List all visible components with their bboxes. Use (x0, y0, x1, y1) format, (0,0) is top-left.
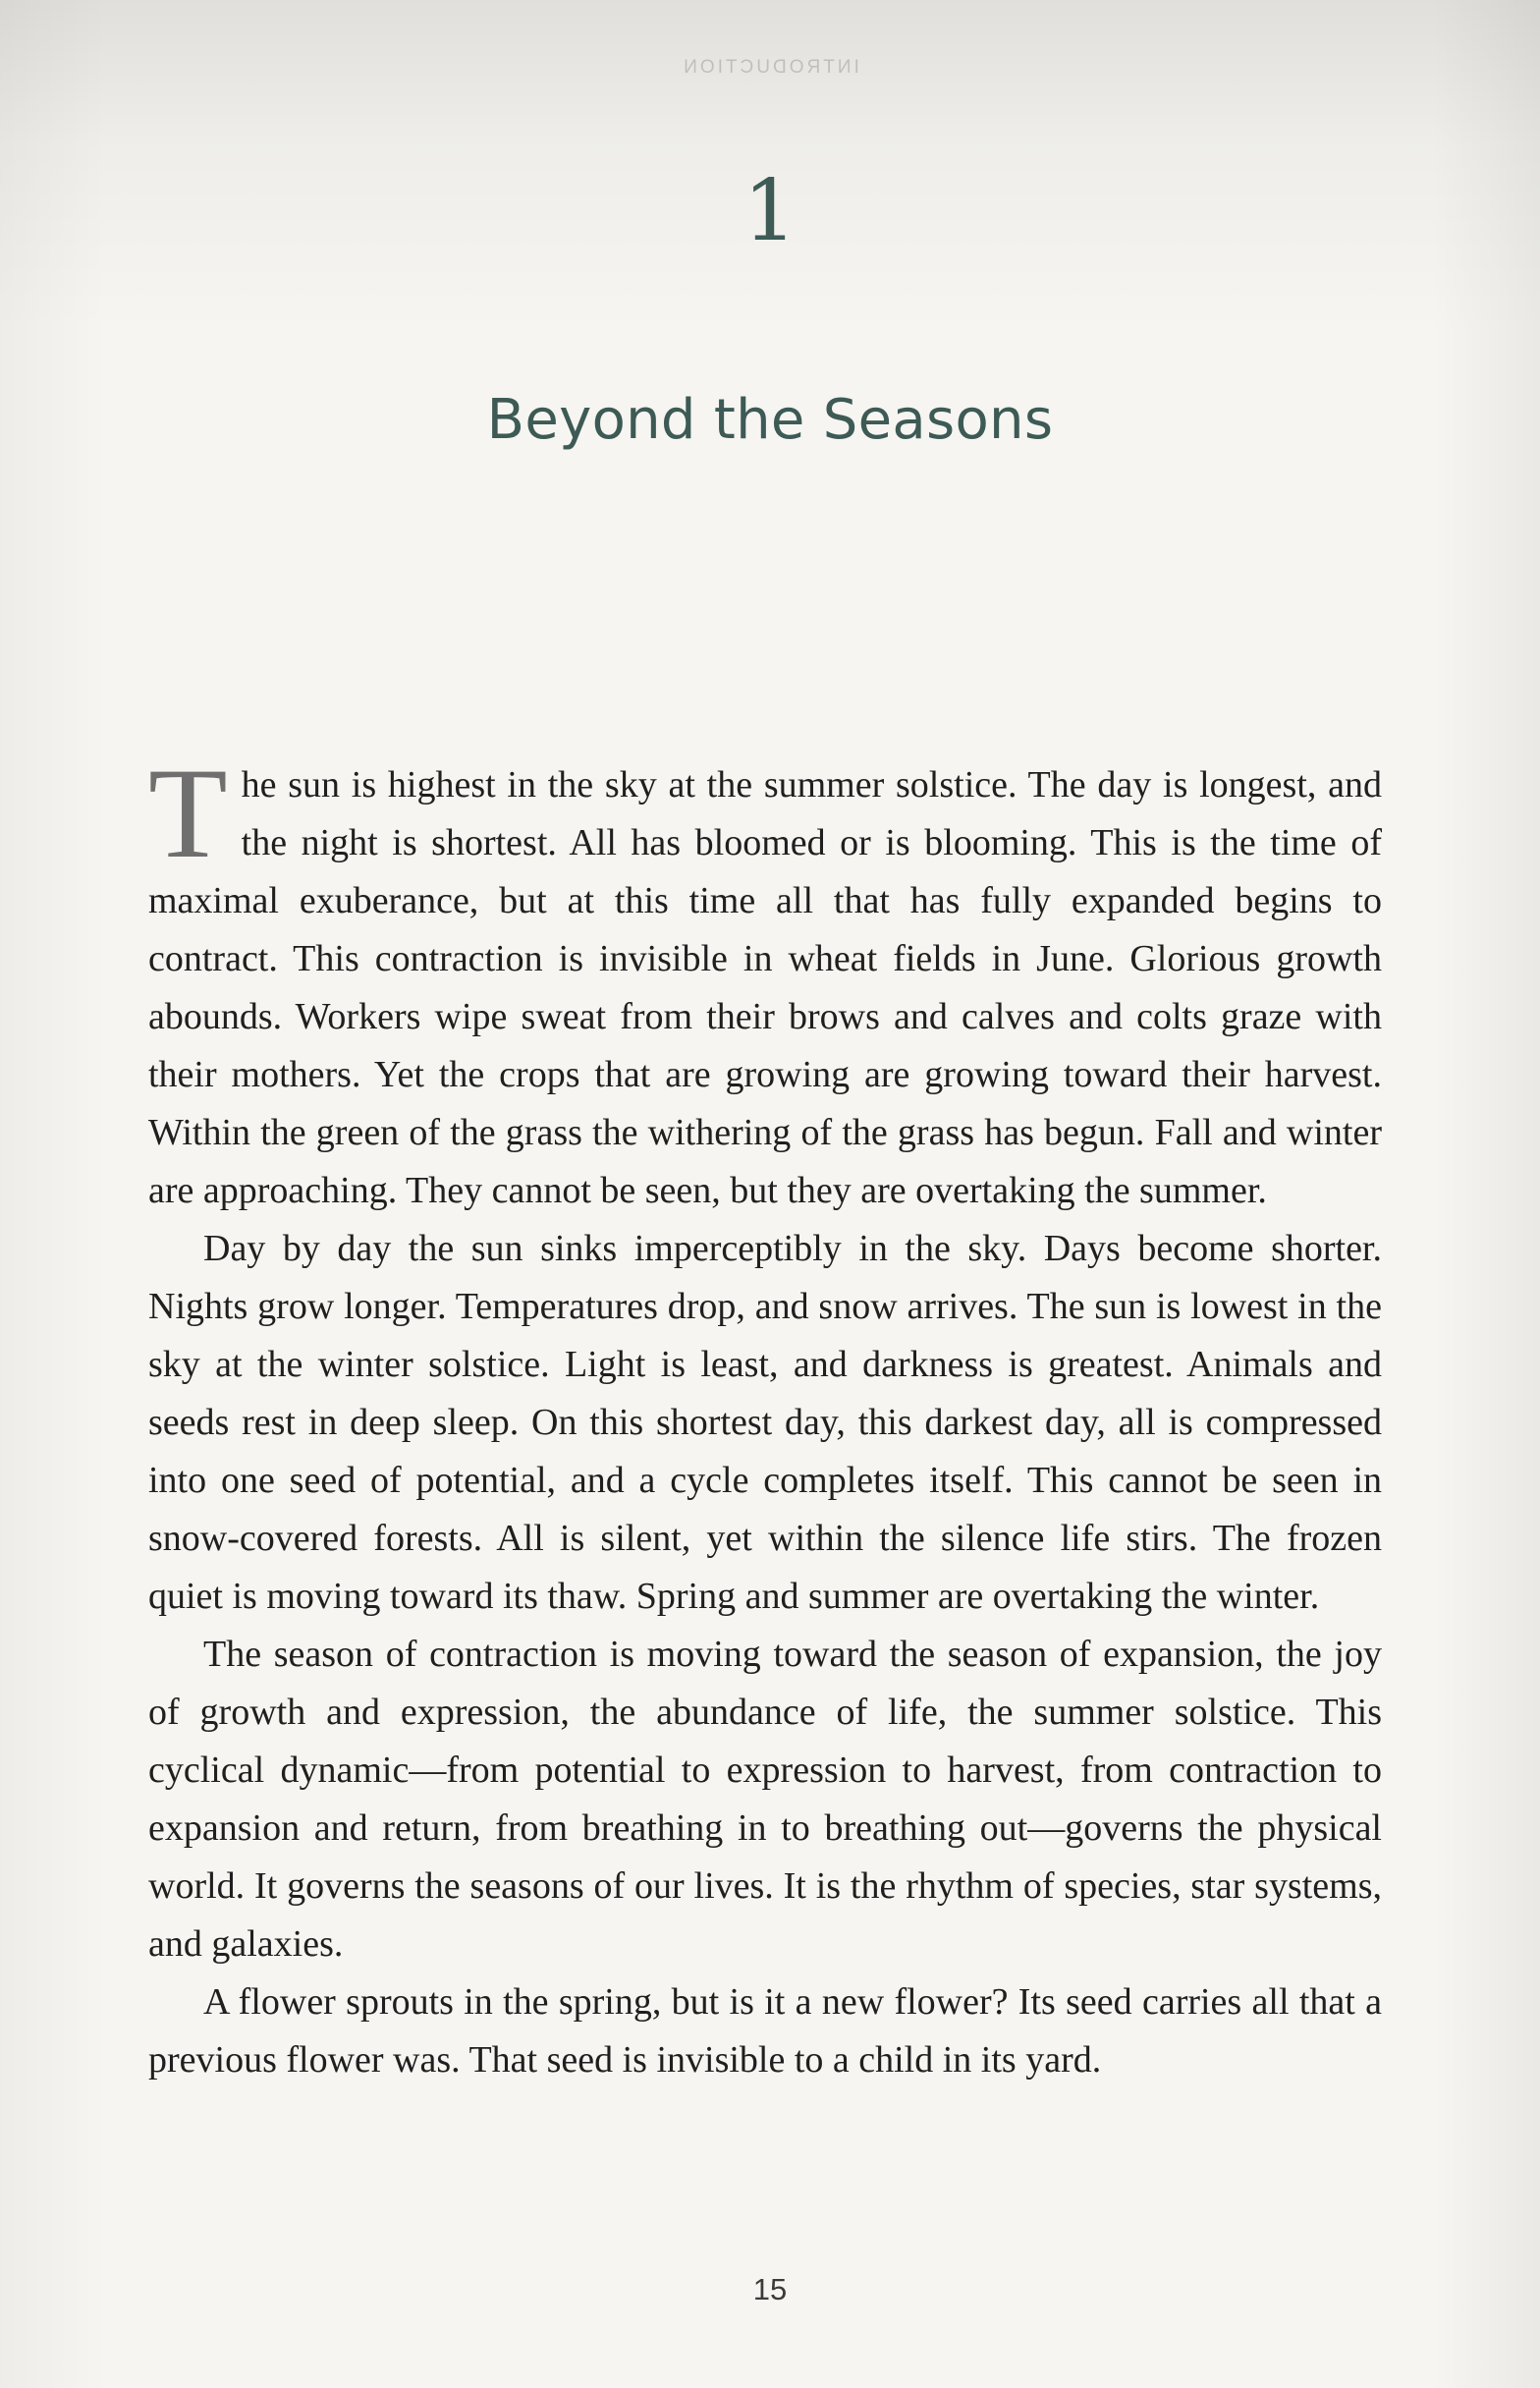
paragraph-3: The season of contraction is moving toward the season of expansion, the joy of growth and expression, the abundance of life, the summer solstice. This cyclical dynamic—from potential to expression to harvest, from contraction to expansion and return, from breathing in to breathing out—governs the physical world. It governs the seasons of our lives. It is the rhythm of species, star systems, and galaxies. (148, 1634, 1382, 1965)
paragraph-2: Day by day the sun sinks imperceptibly in the sky. Days become shorter. Nights grow longer. Temperatures drop, and snow arrives. The sun is lowest in the sky at the winter solstice. Light is least, and darkness is greatest. Animals and seeds rest in deep sleep. On this shortest day, this darkest day, all is compressed into one seed of potential, and a cycle completes itself. This cannot be seen in snow-covered forests. All is silent, yet within the silence life stirs. The frozen quiet is moving toward its thaw. Spring and summer are overtaking the winter. (148, 1228, 1382, 1617)
page-number: 15 (752, 2272, 788, 2306)
paragraph-1-text: he sun is highest in the sky at the summer solstice. The day is longest, and the night is shortest. All has bloomed or is blooming. This is the time of maximal exuberance, but at this time all that has fully expanded begins to contract. This contraction is invisible in wheat fields in June. Glorious growth abounds. Workers wipe sweat from their brows and calves and colts graze with their mothers. Yet the crops that are growing are growing toward their harvest. Within the green of the grass the withering of the grass has begun. Fall and winter are approaching. They cannot be seen, but they are overtaking the summer. (148, 764, 1382, 1211)
bleed-through-header: INTRODUCTION (681, 57, 859, 78)
chapter-title: Beyond the Seasons (486, 388, 1054, 452)
chapter-body (148, 741, 1382, 2089)
paragraph-1 (148, 741, 1382, 1220)
drop-cap: T (148, 741, 228, 885)
paragraph-4: A flower sprouts in the spring, but is it a new flower? Its seed carries all that a previous flower was. That seed is invisible to a child in its yard. (148, 1981, 1382, 2081)
chapter-number: 1 (742, 162, 798, 260)
